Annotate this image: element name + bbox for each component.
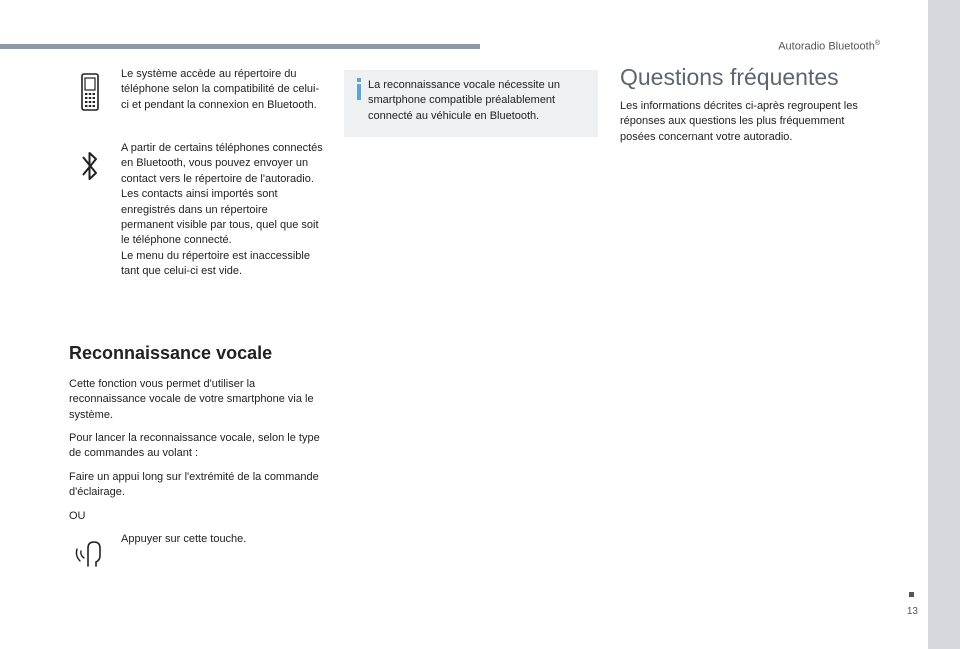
voice-heading: Reconnaissance vocale — [69, 343, 273, 363]
touch-text: Appuyer sur cette touche. — [121, 533, 247, 545]
voice-para-3: Faire un appui long sur l'extrémité de la commande d'éclairage. — [69, 471, 319, 499]
voice-para-2: Pour lancer la reconnaissance vocale, selon le type de commandes au volant : — [69, 432, 320, 460]
voice-touch-icon — [74, 534, 106, 568]
bluetooth-icon — [80, 148, 100, 184]
bluetooth-para-2: Les contacts ainsi importés sont enregistrés dans un répertoire permanent visible par tous, quel que soit le téléphone connecté. — [121, 188, 319, 247]
voice-para-1: Cette fonction vous permet d'utiliser la reconnaissance vocale de votre smartphone via le système. — [69, 378, 314, 421]
side-band — [928, 0, 960, 649]
registered-mark: ® — [874, 40, 880, 47]
faq-heading: Questions fréquentes — [620, 64, 839, 90]
section-title — [778, 40, 880, 53]
section-title-text: Autoradio Bluetooth — [778, 40, 875, 53]
top-rule — [0, 44, 480, 49]
info-text: La reconnaissance vocale nécessite un smartphone compatible préalablement connecté au véhicule en Bluetooth. — [368, 79, 561, 122]
info-icon — [354, 78, 364, 100]
bluetooth-para-1: A partir de certains téléphones connectés en Bluetooth, vous pouvez envoyer un contact vers le répertoire de l'autoradio. — [121, 142, 323, 185]
or-label: OU — [69, 510, 86, 522]
bluetooth-contacts-block — [121, 141, 323, 280]
info-box — [344, 70, 598, 137]
faq-text: Les informations décrites ci-après regroupent les réponses aux questions les plus fréquemment posées concernant votre autoradio. — [620, 100, 858, 143]
page-number: 13 — [906, 606, 918, 617]
phone-directory-text: Le système accède au répertoire du téléphone selon la compatibilité de celui-ci et pendant la connexion en Bluetooth. — [121, 68, 320, 111]
mobile-phone-icon — [80, 72, 100, 112]
bluetooth-para-3: Le menu du répertoire est inaccessible tant que celui-ci est vide. — [121, 249, 310, 278]
page-marker — [909, 592, 914, 597]
